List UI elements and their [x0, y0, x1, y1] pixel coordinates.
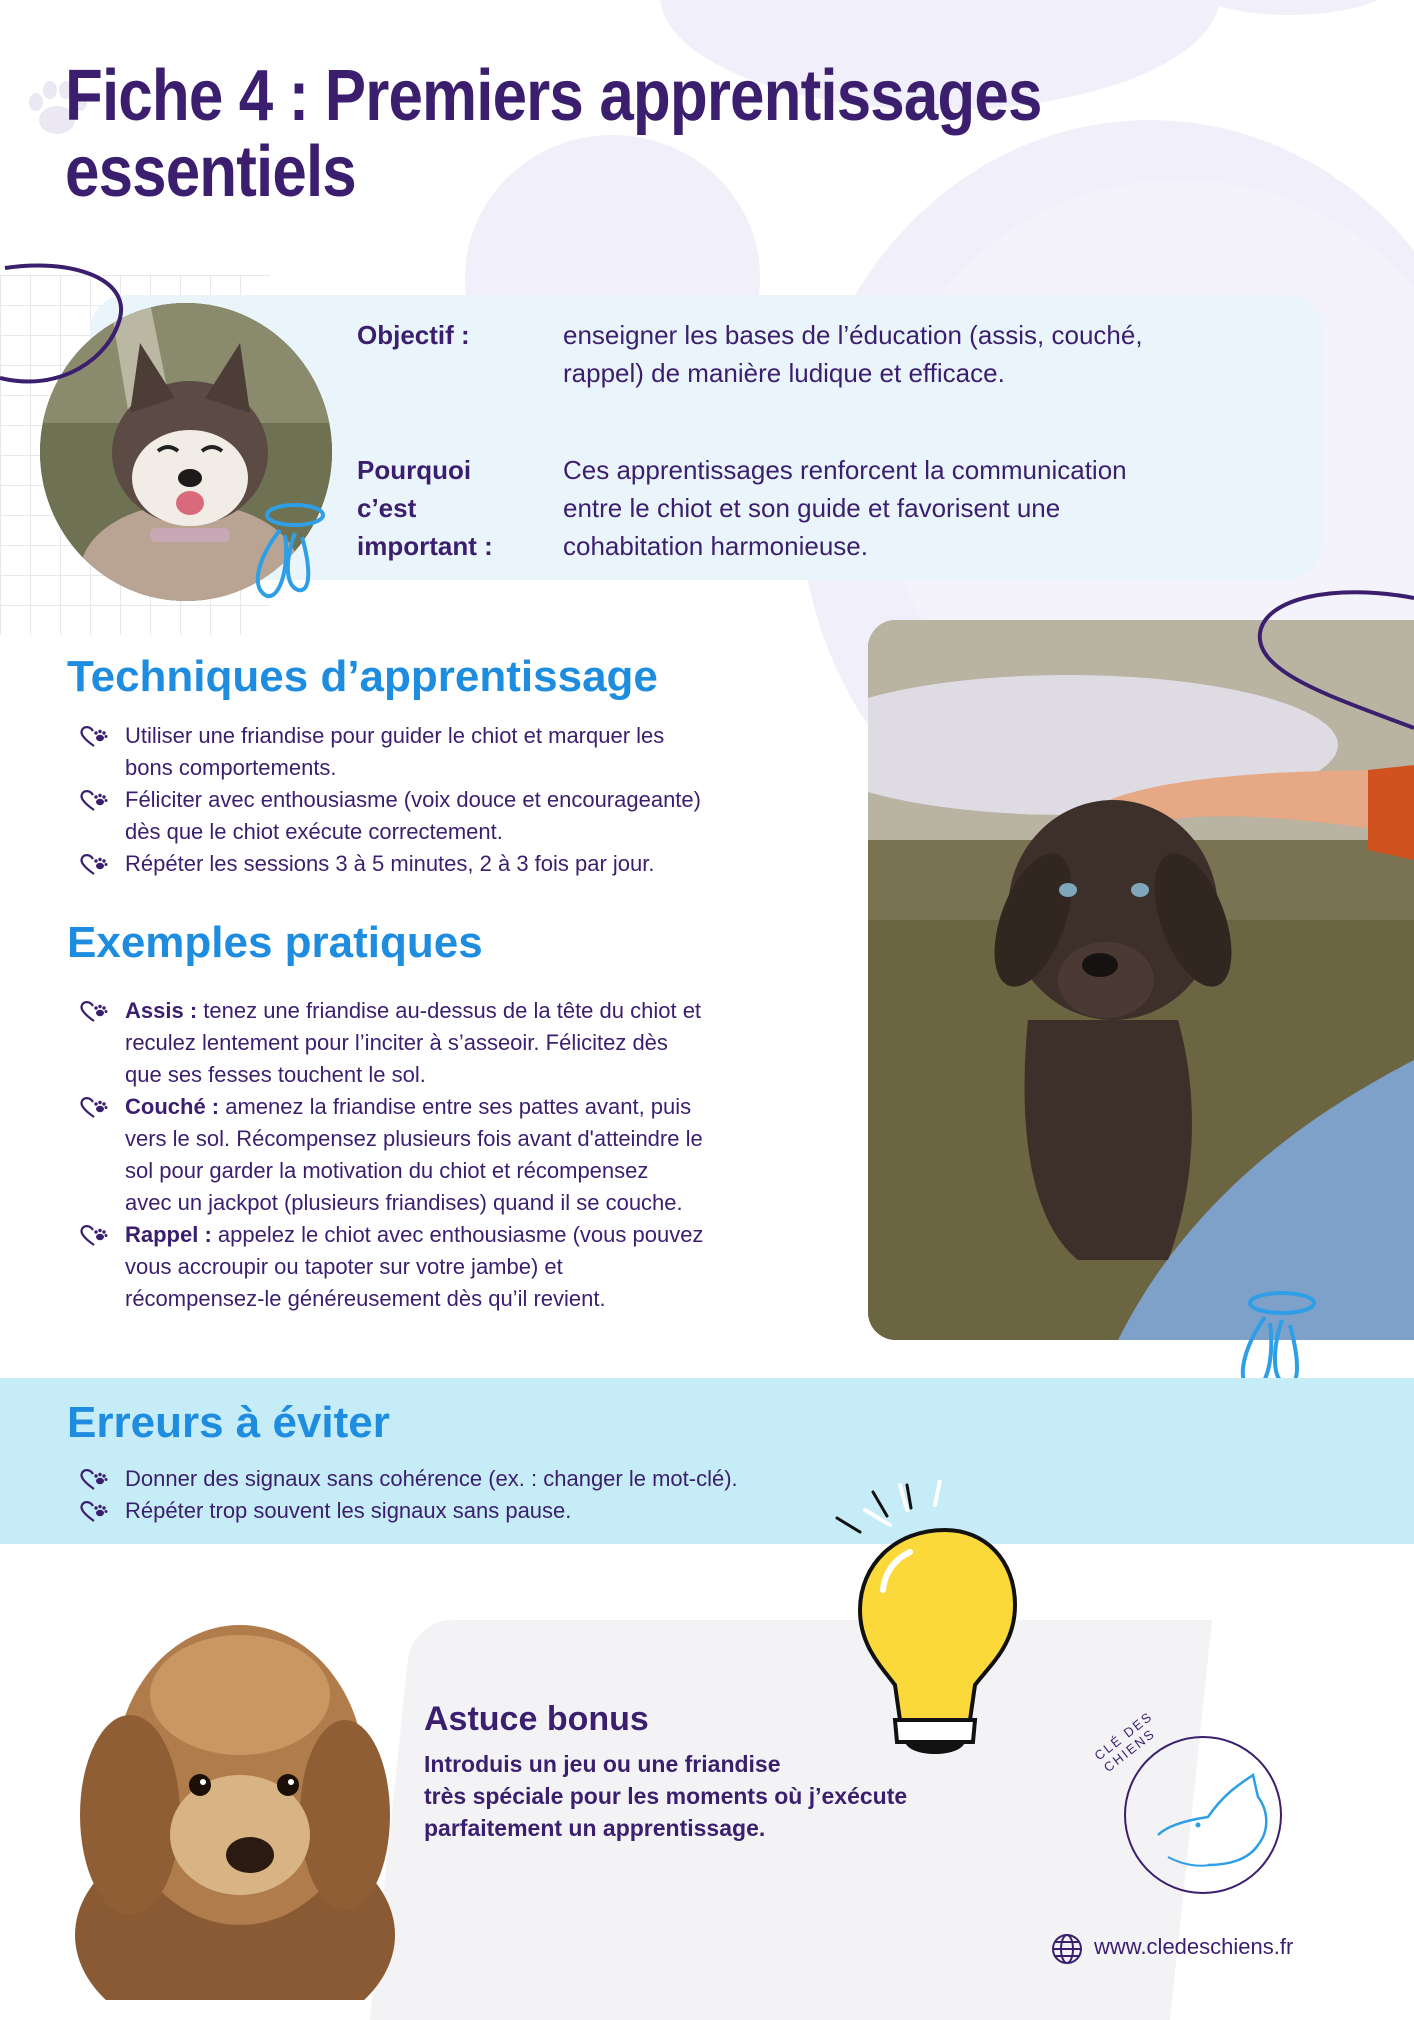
website-link[interactable]: www.cledeschiens.fr	[1094, 1934, 1294, 1959]
why-text-line1: Ces apprentissages renforcent la communication	[563, 455, 1127, 485]
list-item-line: reculez lentement pour l’inciter à s’asseoir. Félicitez dès	[125, 1030, 668, 1055]
list-item	[67, 1219, 807, 1315]
purple-swoosh-decoration	[0, 258, 140, 408]
page-title-line2: essentiels	[65, 132, 356, 212]
blue-squiggle-decoration	[240, 495, 330, 605]
heart-paw-icon	[79, 1095, 109, 1119]
heart-paw-icon	[79, 999, 109, 1023]
example-text: tenez une friandise au-dessus de la tête du chiot et	[197, 998, 702, 1023]
example-text: appelez le chiot avec enthousiasme (vous pouvez	[211, 1222, 704, 1247]
heart-paw-icon	[79, 852, 109, 876]
globe-icon	[1050, 1932, 1084, 1966]
example-text: amenez la friandise entre ses pattes avant, puis	[219, 1094, 692, 1119]
errors-list	[67, 1463, 967, 1527]
bonus-text-line2: très spéciale pour les moments où j’exécute	[424, 1783, 908, 1809]
example-term: Rappel :	[125, 1222, 212, 1247]
examples-heading: Exemples pratiques	[67, 918, 483, 967]
list-item-line: bons comportements.	[125, 755, 337, 780]
list-item	[67, 1091, 807, 1219]
list-item-line: avec un jackpot (plusieurs friandises) quand il se couche.	[125, 1190, 683, 1215]
why-label	[357, 451, 493, 565]
examples-list	[67, 995, 807, 1315]
list-item-line	[125, 995, 807, 1027]
list-item-line	[125, 1091, 807, 1123]
list-item	[67, 1495, 967, 1527]
page-title-line1: Fiche 4 : Premiers apprentissages	[65, 56, 1042, 136]
objective-text-line2: rappel) de manière ludique et efficace.	[563, 358, 1005, 388]
purple-swoosh-decoration	[1255, 588, 1414, 738]
list-item-line: sol pour garder la motivation du chiot et récompensez	[125, 1158, 649, 1183]
brand-logo	[1091, 1708, 1298, 1895]
example-term: Couché :	[125, 1094, 220, 1119]
why-label-line2: c’est	[357, 493, 417, 523]
objective-label: Objectif :	[357, 320, 470, 350]
objective-text-line1: enseigner les bases de l’éducation (assis, couché,	[563, 320, 1143, 350]
list-item-line	[125, 1219, 807, 1251]
list-item-line: récompensez-le généreusement dès qu’il revient.	[125, 1286, 606, 1311]
light-bulb-icon	[835, 1480, 1035, 1780]
list-item-line: Féliciter avec enthousiasme (voix douce et encourageante)	[125, 787, 701, 812]
heart-paw-icon	[79, 788, 109, 812]
list-item-line: que ses fesses touchent le sol.	[125, 1062, 426, 1087]
page-title	[65, 58, 1054, 210]
list-item-line: Donner des signaux sans cohérence (ex. : changer le mot-clé).	[125, 1466, 738, 1491]
heart-paw-icon	[79, 724, 109, 748]
why-text-line3: cohabitation harmonieuse.	[563, 531, 868, 561]
poodle-dog-illustration	[60, 1605, 410, 2000]
list-item-line: vers le sol. Récompensez plusieurs fois avant d'atteindre le	[125, 1126, 703, 1151]
objective-text	[563, 316, 1143, 392]
list-item-line: Répéter les sessions 3 à 5 minutes, 2 à 3 fois par jour.	[125, 851, 655, 876]
techniques-list	[67, 720, 787, 880]
list-item-line: Utiliser une friandise pour guider le chiot et marquer les	[125, 723, 665, 748]
bonus-text-line3: parfaitement un apprentissage.	[424, 1815, 766, 1841]
heart-paw-icon	[79, 1223, 109, 1247]
heart-paw-icon	[79, 1467, 109, 1491]
why-text-line2: entre le chiot et son guide et favorisent une	[563, 493, 1061, 523]
why-label-line3: important :	[357, 531, 493, 561]
bonus-heading: Astuce bonus	[424, 1700, 649, 1738]
list-item	[67, 995, 807, 1091]
list-item	[67, 720, 787, 784]
list-item	[67, 848, 787, 880]
list-item	[67, 784, 787, 848]
bonus-text	[424, 1748, 907, 1844]
example-term: Assis :	[125, 998, 198, 1023]
list-item-line: Répéter trop souvent les signaux sans pause.	[125, 1498, 572, 1523]
bonus-text-line1: Introduis un jeu ou une friandise	[424, 1751, 781, 1777]
list-item-line: vous accroupir ou tapoter sur votre jambe) et	[125, 1254, 563, 1279]
logo-text: CLÉ DES CHIENS	[1091, 1708, 1159, 1775]
list-item	[67, 1463, 967, 1495]
heart-paw-icon	[79, 1499, 109, 1523]
why-text	[563, 451, 1127, 565]
list-item-line: dès que le chiot exécute correctement.	[125, 819, 503, 844]
errors-heading: Erreurs à éviter	[67, 1398, 390, 1447]
why-label-line1: Pourquoi	[357, 455, 472, 485]
techniques-heading: Techniques d’apprentissage	[67, 652, 658, 701]
